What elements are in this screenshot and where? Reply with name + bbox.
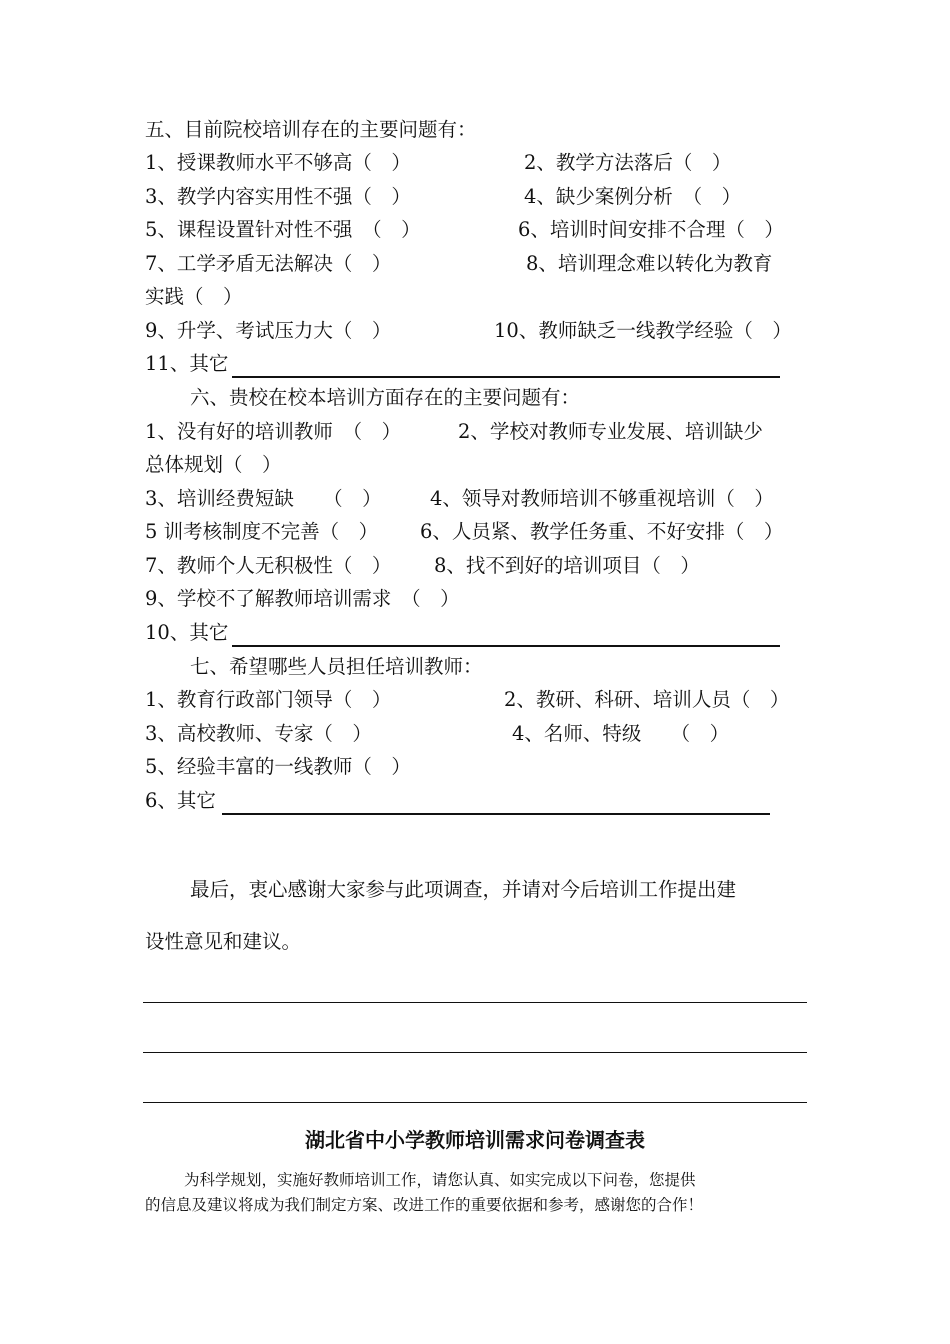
section6-other-blank[interactable]	[232, 645, 780, 647]
section7-item-4: 4、名师、特级 （ ）	[512, 722, 730, 745]
section5-item-6: 6、培训时间安排不合理（ ）	[518, 218, 784, 241]
section6-item-2: 2、学校对教师专业发展、培训缺少	[458, 420, 763, 443]
section5-item-10: 10、教师缺乏一线教学经验（ ）	[494, 319, 792, 342]
section5-item-4: 4、缺少案例分析 （ ）	[524, 185, 742, 208]
section7-heading: 七、希望哪些人员担任培训教师：	[190, 655, 483, 678]
intro-line-1: 为科学规划，实施好教师培训工作，请您认真、如实完成以下问卷，您提供	[184, 1171, 696, 1189]
section6-item-6: 6、人员紧、教学任务重、不好安排（ ）	[420, 520, 784, 543]
section6-item-10: 10、其它	[145, 621, 229, 644]
section6-item-2-cont: 总体规划（ ）	[145, 453, 282, 476]
section7-item-1: 1、教育行政部门领导（ ）	[145, 688, 392, 711]
section6-item-4: 4、领导对教师培训不够重视培训（ ）	[430, 487, 774, 510]
section6-heading: 六、贵校在校本培训方面存在的主要问题有：	[190, 386, 581, 409]
section5-item-9: 9、升学、考试压力大（ ）	[145, 319, 392, 342]
section5-item-11: 11、其它	[145, 352, 229, 375]
suggestion-line-2[interactable]	[143, 1052, 807, 1053]
section7-item-3: 3、高校教师、专家（ ）	[145, 722, 372, 745]
section7-item-2: 2、教研、科研、培训人员（ ）	[504, 688, 790, 711]
section5-item-8-cont: 实践（ ）	[145, 285, 243, 308]
section6-item-7: 7、教师个人无积极性（ ）	[145, 554, 392, 577]
section5-heading: 五、目前院校培训存在的主要问题有：	[145, 118, 477, 141]
section7-item-5: 5、经验丰富的一线教师（ ）	[145, 755, 411, 778]
section6-item-3: 3、培训经费短缺 （ ）	[145, 487, 382, 510]
suggestion-line-1[interactable]	[143, 1002, 807, 1003]
section7-other-blank[interactable]	[222, 813, 770, 815]
section6-item-8: 8、找不到好的培训项目（ ）	[434, 554, 700, 577]
section5-item-8: 8、培训理念难以转化为教育	[526, 252, 773, 275]
closing-line-1: 最后，衷心感谢大家参与此项调查，并请对今后培训工作提出建	[190, 878, 737, 901]
intro-line-2: 的信息及建议将成为我们制定方案、改进工作的重要依据和参考，感谢您的合作！	[145, 1196, 704, 1214]
section5-item-1: 1、授课教师水平不够高（ ）	[145, 151, 411, 174]
suggestion-line-3[interactable]	[143, 1102, 807, 1103]
closing-line-2: 设性意见和建议。	[145, 930, 302, 953]
section6-item-9: 9、学校不了解教师培训需求 （ ）	[145, 587, 460, 610]
section6-item-1: 1、没有好的培训教师 （ ）	[145, 420, 402, 443]
section5-item-2: 2、教学方法落后（ ）	[524, 151, 732, 174]
section5-item-3: 3、教学内容实用性不强（ ）	[145, 185, 411, 208]
section5-item-7: 7、工学矛盾无法解决（ ）	[145, 252, 392, 275]
section5-other-blank[interactable]	[232, 376, 780, 378]
section6-item-5: 5 训考核制度不完善（ ）	[145, 520, 379, 543]
section5-item-5: 5、课程设置针对性不强 （ ）	[145, 218, 421, 241]
survey-title: 湖北省中小学教师培训需求问卷调查表	[305, 1128, 645, 1152]
section7-item-6: 6、其它	[145, 789, 216, 812]
